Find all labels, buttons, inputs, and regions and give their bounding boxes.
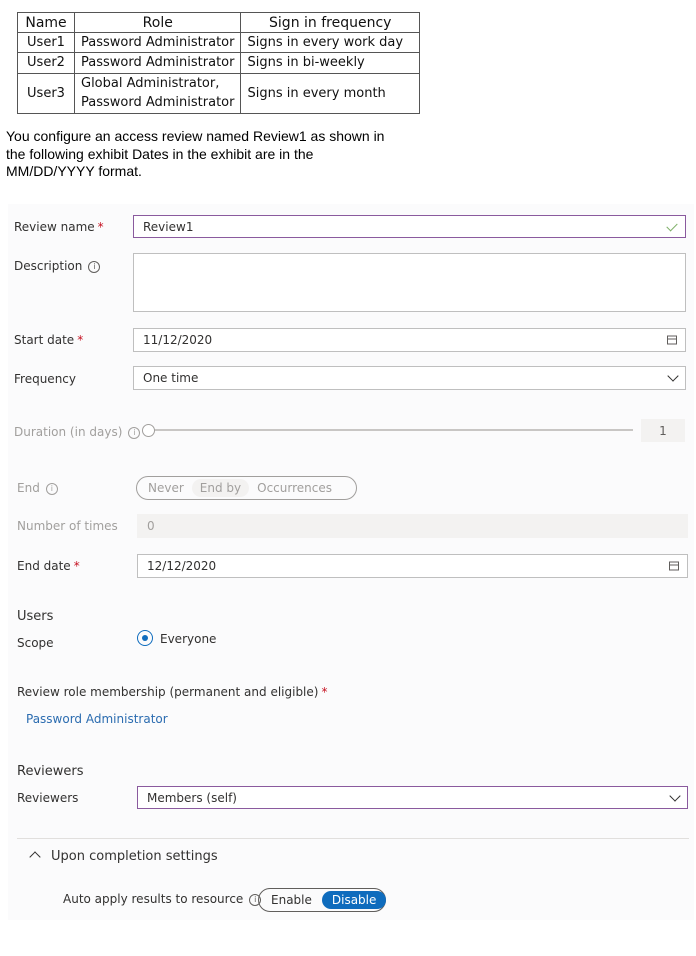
end-date-label-text: End date: [17, 559, 71, 573]
completion-settings-toggle[interactable]: Upon completion settings: [51, 849, 218, 864]
users-table: [17, 12, 420, 114]
end-label: [17, 481, 58, 495]
table-cell-name: User2: [18, 53, 75, 73]
start-date-label: [14, 333, 83, 347]
number-of-times-input[interactable]: [137, 514, 688, 538]
info-icon[interactable]: i: [249, 894, 261, 906]
radio-dot: [142, 635, 148, 641]
role-membership-label: [17, 685, 327, 699]
frequency-label: Frequency: [14, 372, 76, 386]
auto-apply-label-text: Auto apply results to resource: [63, 892, 244, 906]
required-marker: *: [77, 333, 84, 347]
duration-label: [14, 425, 140, 439]
start-date-value: 11/12/2020: [143, 333, 213, 347]
review-name-label: [14, 220, 104, 234]
table-row: [18, 33, 420, 53]
number-of-times-label: Number of times: [17, 519, 118, 533]
section-divider: [17, 838, 689, 839]
table-cell-role: Password Administrator: [75, 33, 241, 53]
calendar-icon[interactable]: [667, 336, 677, 345]
role-line: Password Administrator: [81, 95, 235, 111]
description-textarea[interactable]: [133, 253, 686, 312]
description-label-text: Description: [14, 259, 83, 273]
role-membership-label-text: Review role membership (permanent and eligible): [17, 685, 319, 699]
required-marker: *: [321, 685, 328, 699]
duration-slider-thumb[interactable]: [142, 424, 155, 437]
scope-everyone-radio[interactable]: [137, 630, 153, 646]
table-row: [18, 73, 420, 113]
info-icon[interactable]: i: [88, 261, 100, 273]
table-header: Sign in frequency: [241, 13, 420, 33]
frequency-select[interactable]: [133, 366, 686, 390]
table-cell-freq: Signs in every month: [241, 73, 420, 113]
required-marker: *: [73, 559, 80, 573]
table-cell-name: User3: [18, 73, 75, 113]
intro-line: You configure an access review named Review1 as shown in: [6, 128, 385, 144]
info-icon[interactable]: i: [46, 483, 58, 495]
table-header: Role: [75, 13, 241, 33]
table-cell-freq: Signs in every work day: [241, 33, 420, 53]
start-date-label-text: Start date: [14, 333, 75, 347]
intro-text: [6, 128, 446, 181]
role-membership-link[interactable]: Password Administrator: [26, 712, 168, 726]
end-date-value: 12/12/2020: [147, 559, 217, 573]
intro-line: MM/DD/YYYY format.: [6, 163, 142, 179]
valid-check-icon: [666, 220, 677, 231]
table-header-row: [18, 13, 420, 33]
table-row: [18, 53, 420, 73]
end-option-never[interactable]: Never: [148, 481, 184, 495]
reviewers-label: Reviewers: [17, 791, 79, 805]
end-toggle-group: [136, 476, 357, 500]
end-date-label: [17, 559, 80, 573]
table-cell-role: [75, 73, 241, 113]
table-header: Name: [18, 13, 75, 33]
scope-everyone-label[interactable]: Everyone: [160, 632, 217, 646]
reviewers-select[interactable]: [137, 786, 688, 809]
required-marker: *: [97, 220, 104, 234]
table-cell-freq: Signs in bi-weekly: [241, 53, 420, 73]
description-label: [14, 259, 100, 273]
scope-label: Scope: [17, 636, 54, 650]
reviewers-section-title: Reviewers: [17, 764, 84, 779]
review-name-value: Review1: [143, 219, 194, 234]
reviewers-value: Members (self): [147, 790, 237, 805]
end-option-occurrences[interactable]: Occurrences: [257, 481, 332, 495]
end-label-text: End: [17, 481, 40, 495]
calendar-icon[interactable]: [669, 562, 679, 571]
review-name-input[interactable]: [133, 215, 686, 238]
users-section-title: Users: [17, 609, 54, 624]
intro-line: the following exhibit Dates in the exhibit are in the: [6, 145, 314, 162]
number-of-times-value: 0: [147, 519, 155, 533]
auto-apply-toggle: [258, 888, 386, 912]
review-name-label-text: Review name: [14, 220, 95, 234]
auto-apply-label: [63, 892, 261, 906]
start-date-input[interactable]: [133, 328, 686, 352]
info-icon[interactable]: i: [128, 427, 140, 439]
duration-value-box[interactable]: 1: [641, 419, 685, 442]
end-option-end-by[interactable]: End by: [192, 479, 249, 497]
table-cell-role: Password Administrator: [75, 53, 241, 73]
chevron-down-icon: [669, 790, 680, 801]
frequency-value: One time: [143, 371, 199, 385]
duration-label-text: Duration (in days): [14, 425, 123, 439]
end-date-input[interactable]: [137, 554, 688, 578]
auto-apply-enable[interactable]: Enable: [271, 893, 312, 907]
auto-apply-disable[interactable]: Disable: [322, 891, 387, 909]
chevron-down-icon: [667, 370, 678, 381]
duration-slider-track[interactable]: [152, 429, 633, 431]
role-line: Global Administrator,: [81, 76, 220, 92]
table-cell-name: User1: [18, 33, 75, 53]
